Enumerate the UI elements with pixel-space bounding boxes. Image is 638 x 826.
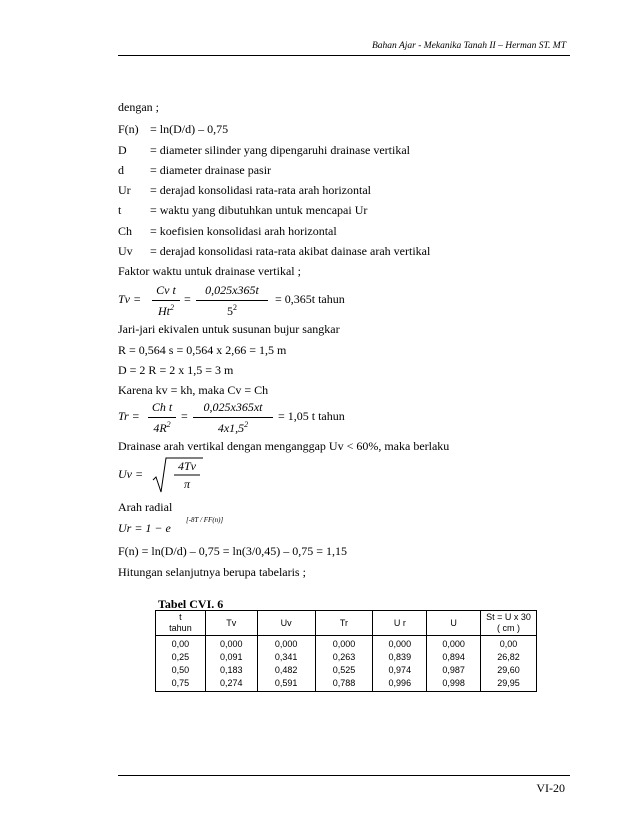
table-cell: 0,263 — [315, 651, 373, 664]
table-header-cell: Tv — [205, 611, 257, 636]
table-cell: 0,482 — [257, 664, 315, 677]
data-table — [155, 610, 537, 692]
table-row — [156, 677, 537, 692]
intro-text: dengan ; — [118, 100, 159, 114]
table-cell: 0,998 — [427, 677, 481, 692]
eq-uv-den: π — [183, 477, 190, 491]
definition-text: = koefisien konsolidasi arah horizontal — [150, 224, 337, 238]
table-header-cell: U r — [373, 611, 427, 636]
table-row — [156, 651, 537, 664]
eq-tr-num1: Ch t — [151, 400, 173, 414]
eq-tr-bar1 — [148, 417, 176, 418]
definition-term: F(n) — [118, 122, 139, 136]
definition-text: = waktu yang dibutuhkan untuk mencapai Ur — [150, 203, 368, 217]
table-title: Tabel CVI. 6 — [158, 597, 224, 611]
table-cell: 0,50 — [156, 664, 206, 677]
table-cell: 0,75 — [156, 677, 206, 692]
definition-text: = derajad konsolidasi rata-rata arah horizontal — [150, 183, 372, 197]
definition-row — [118, 183, 518, 199]
jari-jari-text: Jari-jari ekivalen untuk susunan bujur sangkar — [118, 322, 340, 336]
table-cell: 0,00 — [156, 636, 206, 652]
eq-uv-lhs: Uv = — [118, 467, 144, 481]
eq-ur-exponent: [-8T / FF(n)] — [186, 516, 224, 524]
definition-text: = ln(D/d) – 0,75 — [150, 122, 229, 136]
table-cell: 26,82 — [481, 651, 537, 664]
eq-uv-num: 4Tv — [178, 459, 196, 473]
definition-text: = derajad konsolidasi rata-rata akibat dainase arah vertikal — [150, 244, 431, 258]
table-cell: 0,25 — [156, 651, 206, 664]
eq-tv — [118, 283, 418, 319]
table-cell: 0,000 — [373, 636, 427, 652]
drainase-vertikal-text: Drainase arah vertikal dengan menganggap Uv < 60%, maka berlaku — [118, 439, 450, 453]
page-number: VI-20 — [536, 781, 565, 795]
running-header: Bahan Ajar - Mekanika Tanah II – Herman ST. MT — [371, 41, 566, 51]
eq-tv-den2: $5^2$ — [227, 303, 237, 318]
table-cell: 0,000 — [205, 636, 257, 652]
eq-tv-bar1 — [152, 300, 180, 301]
definition-text: = diameter silinder yang dipengaruhi drainase vertikal — [150, 143, 411, 157]
definition-term: Uv — [118, 244, 133, 258]
table-cell: 0,591 — [257, 677, 315, 692]
table-cell: 0,183 — [205, 664, 257, 677]
definition-row — [118, 163, 518, 179]
definition-term: d — [118, 163, 124, 177]
eq-tr-equals: = — [181, 409, 188, 423]
definition-row — [118, 122, 518, 138]
eq-tv-rhs: = 0,365t tahun — [275, 292, 345, 306]
eq-tv-bar2 — [196, 300, 268, 301]
eq-tr-den1: $4R^2$ — [153, 420, 171, 435]
footer-rule — [118, 775, 570, 776]
eq-tv-lhs: Tv = — [118, 292, 142, 306]
table-header-cell: Tr — [315, 611, 373, 636]
eq-ur-lhs: Ur = 1 − e — [118, 521, 171, 535]
table-cell: 29,95 — [481, 677, 537, 692]
definition-row — [118, 224, 518, 240]
table-row — [156, 636, 537, 652]
table-row — [156, 664, 537, 677]
definition-term: Ch — [118, 224, 133, 238]
table-body — [156, 636, 537, 692]
eq-tr-den2: $4x1,5^2$ — [217, 420, 249, 435]
eq-tv-equals: = — [184, 292, 191, 306]
table-header-cell: t tahun — [156, 611, 206, 636]
arah-radial-text: Arah radial — [118, 500, 173, 514]
eq-tv-den1: Ht$^2$ — [158, 303, 174, 318]
table-cell: 0,341 — [257, 651, 315, 664]
table-cell: 0,000 — [315, 636, 373, 652]
table-cell: 0,839 — [373, 651, 427, 664]
table-cell: 0,091 — [205, 651, 257, 664]
eq-ur — [118, 516, 318, 538]
table-cell: 0,274 — [205, 677, 257, 692]
header-rule — [118, 55, 570, 56]
table-header-cell: Uv — [257, 611, 315, 636]
definition-term: D — [118, 143, 127, 157]
table-cell: 0,525 — [315, 664, 373, 677]
table-cell: 0,000 — [257, 636, 315, 652]
eq-tr-rhs: = 1,05 t tahun — [278, 409, 345, 423]
eq-tr-bar2 — [193, 417, 273, 418]
table-cell: 0,894 — [427, 651, 481, 664]
table-cell: 0,000 — [427, 636, 481, 652]
table-header-cell: St = U x 30 ( cm ) — [481, 611, 537, 636]
eq-tr — [118, 400, 418, 436]
table-header-row — [156, 611, 537, 636]
hitungan-text: Hitungan selanjutnya berupa tabelaris ; — [118, 565, 306, 579]
table-cell: 29,60 — [481, 664, 537, 677]
table-header-cell: U — [427, 611, 481, 636]
table-cell: 0,788 — [315, 677, 373, 692]
table-cell: 0,00 — [481, 636, 537, 652]
eq-tr-lhs: Tr = — [118, 409, 140, 423]
definition-row — [118, 143, 518, 159]
table-cell: 0,996 — [373, 677, 427, 692]
table-cell: 0,987 — [427, 664, 481, 677]
eq-tv-num1: Cv t — [156, 283, 176, 297]
eq-tv-num2: 0,025x365t — [205, 283, 259, 297]
karena-text: Karena kv = kh, maka Cv = Ch — [118, 383, 269, 397]
definition-row — [118, 244, 518, 260]
fn-calc-text: F(n) = ln(D/d) – 0,75 = ln(3/0,45) – 0,75 = 1,15 — [118, 544, 347, 558]
table-cell: 0,974 — [373, 664, 427, 677]
definition-term: t — [118, 203, 122, 217]
faktor-waktu-text: Faktor waktu untuk drainase vertikal ; — [118, 264, 301, 278]
definition-text: = diameter drainase pasir — [150, 163, 272, 177]
eq-tr-num2: 0,025x365xt — [203, 400, 263, 414]
eq-uv — [118, 456, 318, 496]
definition-row — [118, 203, 518, 219]
definition-term: Ur — [118, 183, 131, 197]
d-calc-text: D = 2 R = 2 x 1,5 = 3 m — [118, 363, 234, 377]
r-calc-text: R = 0,564 s = 0,564 x 2,66 = 1,5 m — [118, 343, 287, 357]
